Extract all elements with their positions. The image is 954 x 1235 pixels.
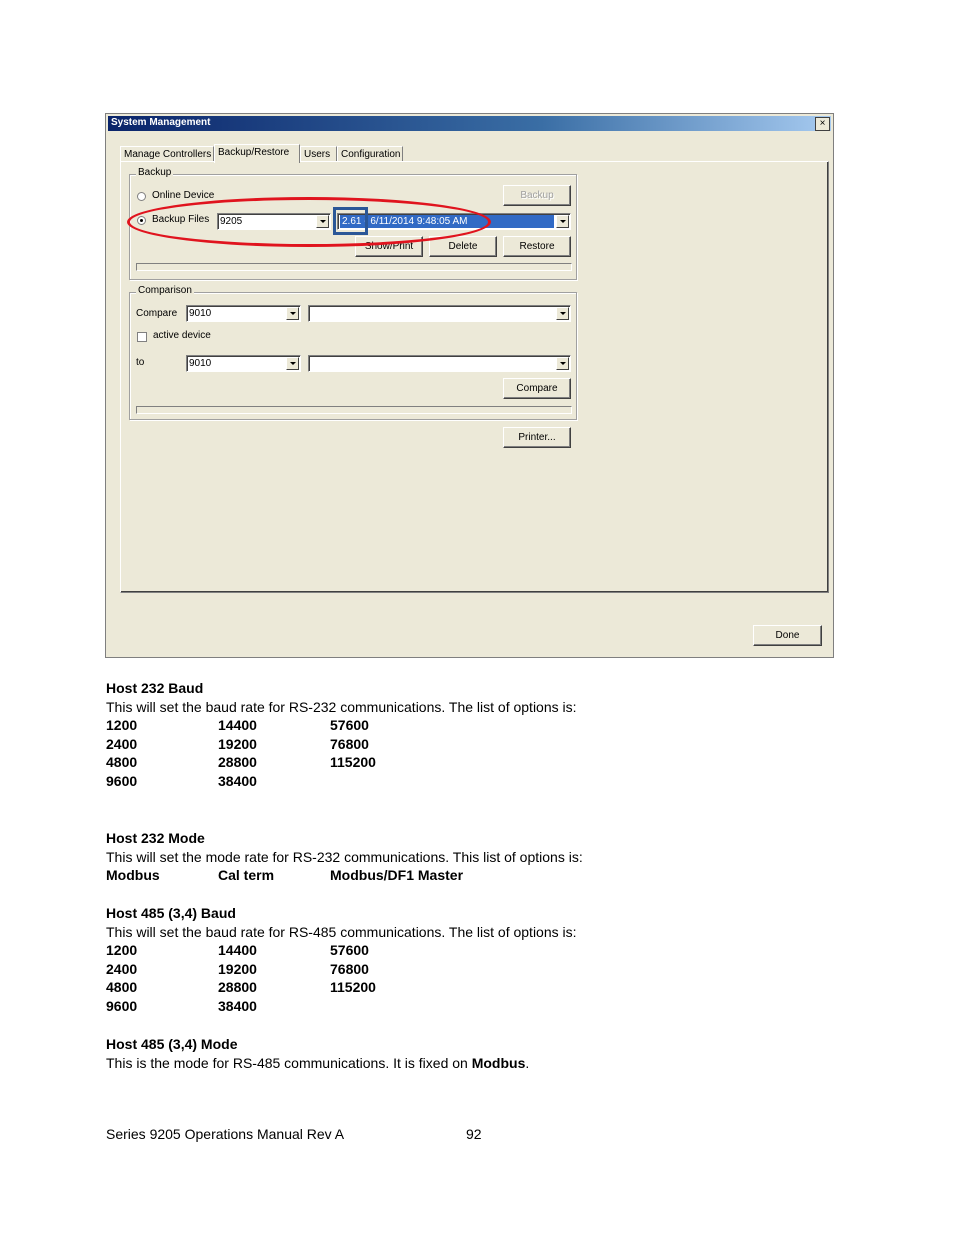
option-value: 2400 [106,960,138,977]
compare-version-combo[interactable] [308,305,571,322]
option-value: 38400 [218,997,257,1014]
backup-version-combo[interactable] [337,213,571,230]
chevron-down-icon[interactable] [286,357,299,370]
options-table [106,716,577,790]
online-device-label: Online Device [152,190,215,201]
delete-button[interactable]: Delete [429,236,497,257]
to-label: to [136,357,145,368]
section-host-485-baud [106,904,577,1015]
option-value: 9600 [106,772,138,789]
close-button[interactable] [815,117,830,131]
backup-legend: Backup [138,167,172,178]
option-value: 14400 [218,942,257,958]
close-icon: × [819,118,826,129]
backup-version-value: 2.61 - 6/11/2014 9:48:05 AM [340,215,554,228]
tab-backup-restore[interactable]: Backup/Restore [214,144,300,163]
paragraph-text: This is the mode for RS-485 communications. It is fixed on [106,1054,472,1071]
option-value: 19200 [218,735,257,752]
section-host-232-baud [106,679,577,790]
mode-value: Modbus [471,1054,526,1071]
section-heading: Host 485 (3,4) Baud [106,905,236,921]
backup-files-label: Backup Files [152,214,210,225]
tab-users[interactable]: Users [300,146,337,161]
option-value: 28800 [218,754,257,770]
system-management-window [105,113,834,658]
option-value: 4800 [106,979,138,995]
option-value: 4800 [106,754,138,770]
comparison-progress-bar [136,406,572,414]
option-value: 1200 [106,942,138,958]
to-version-combo[interactable] [308,355,571,372]
printer-button[interactable]: Printer... [503,427,571,448]
to-file-value: 9010 [189,358,212,369]
option-value: 9600 [106,997,138,1014]
backup-progress-bar [136,263,572,271]
tab-configuration[interactable]: Configuration [337,146,403,161]
option-value: 76800 [330,960,369,977]
compare-label: Compare [136,308,178,319]
section-heading: Host 232 Baud [106,680,204,696]
option-value: 2400 [106,735,138,752]
options-table [106,941,577,1015]
option-value: 57600 [330,942,369,958]
to-file-combo[interactable] [186,355,301,372]
active-device-label: active device [153,330,211,341]
title-bar [108,116,831,131]
section-paragraph [106,1054,529,1073]
section-host-232-mode [106,829,583,885]
option-value: 28800 [218,979,257,995]
footer-title: Series 9205 Operations Manual Rev A [106,1126,345,1142]
backup-file-combo[interactable] [217,213,331,230]
backup-button[interactable]: Backup [503,185,571,206]
paragraph-end: . [525,1054,530,1071]
tab-manage-controllers[interactable]: Manage Controllers [120,146,214,161]
comparison-legend: Comparison [138,285,192,296]
chevron-down-icon[interactable] [286,307,299,320]
chevron-down-icon[interactable] [556,357,569,370]
done-button[interactable]: Done [753,625,822,646]
online-device-radio[interactable] [137,192,146,201]
backup-file-value: 9205 [220,216,243,227]
option-value: Modbus [106,867,160,883]
section-paragraph: This will set the baud rate for RS-485 communications. The list of options is: [106,923,577,940]
compare-file-value: 9010 [189,308,212,319]
option-value: 115200 [330,979,376,995]
page-number: 92 [466,1126,482,1142]
active-device-checkbox[interactable] [137,332,147,342]
option-value: 19200 [218,960,257,977]
option-value: 76800 [330,735,369,752]
options-table [106,866,583,885]
option-value: 115200 [330,754,376,770]
section-heading: Host 485 (3,4) Mode [106,1036,238,1052]
show-print-button[interactable]: Show/Print [355,236,423,257]
option-value: 38400 [218,772,257,789]
section-paragraph: This will set the baud rate for RS-232 communications. The list of options is: [106,698,577,715]
chevron-down-icon[interactable] [556,307,569,320]
section-heading: Host 232 Mode [106,830,205,846]
option-value: 57600 [330,717,369,733]
chevron-down-icon[interactable] [556,215,569,228]
option-value: Modbus/DF1 Master [330,867,464,883]
option-value: 14400 [218,717,257,733]
chevron-down-icon[interactable] [316,215,329,228]
option-value: Cal term [218,867,275,883]
section-paragraph: This will set the mode rate for RS-232 communications. This list of options is: [106,848,583,865]
option-value: 1200 [106,717,138,733]
window-title: System Management [111,117,211,128]
backup-files-radio[interactable] [137,216,146,225]
compare-button[interactable]: Compare [503,378,571,399]
compare-file-combo[interactable] [186,305,301,322]
restore-button[interactable]: Restore [503,236,571,257]
section-host-485-mode [106,1035,529,1072]
